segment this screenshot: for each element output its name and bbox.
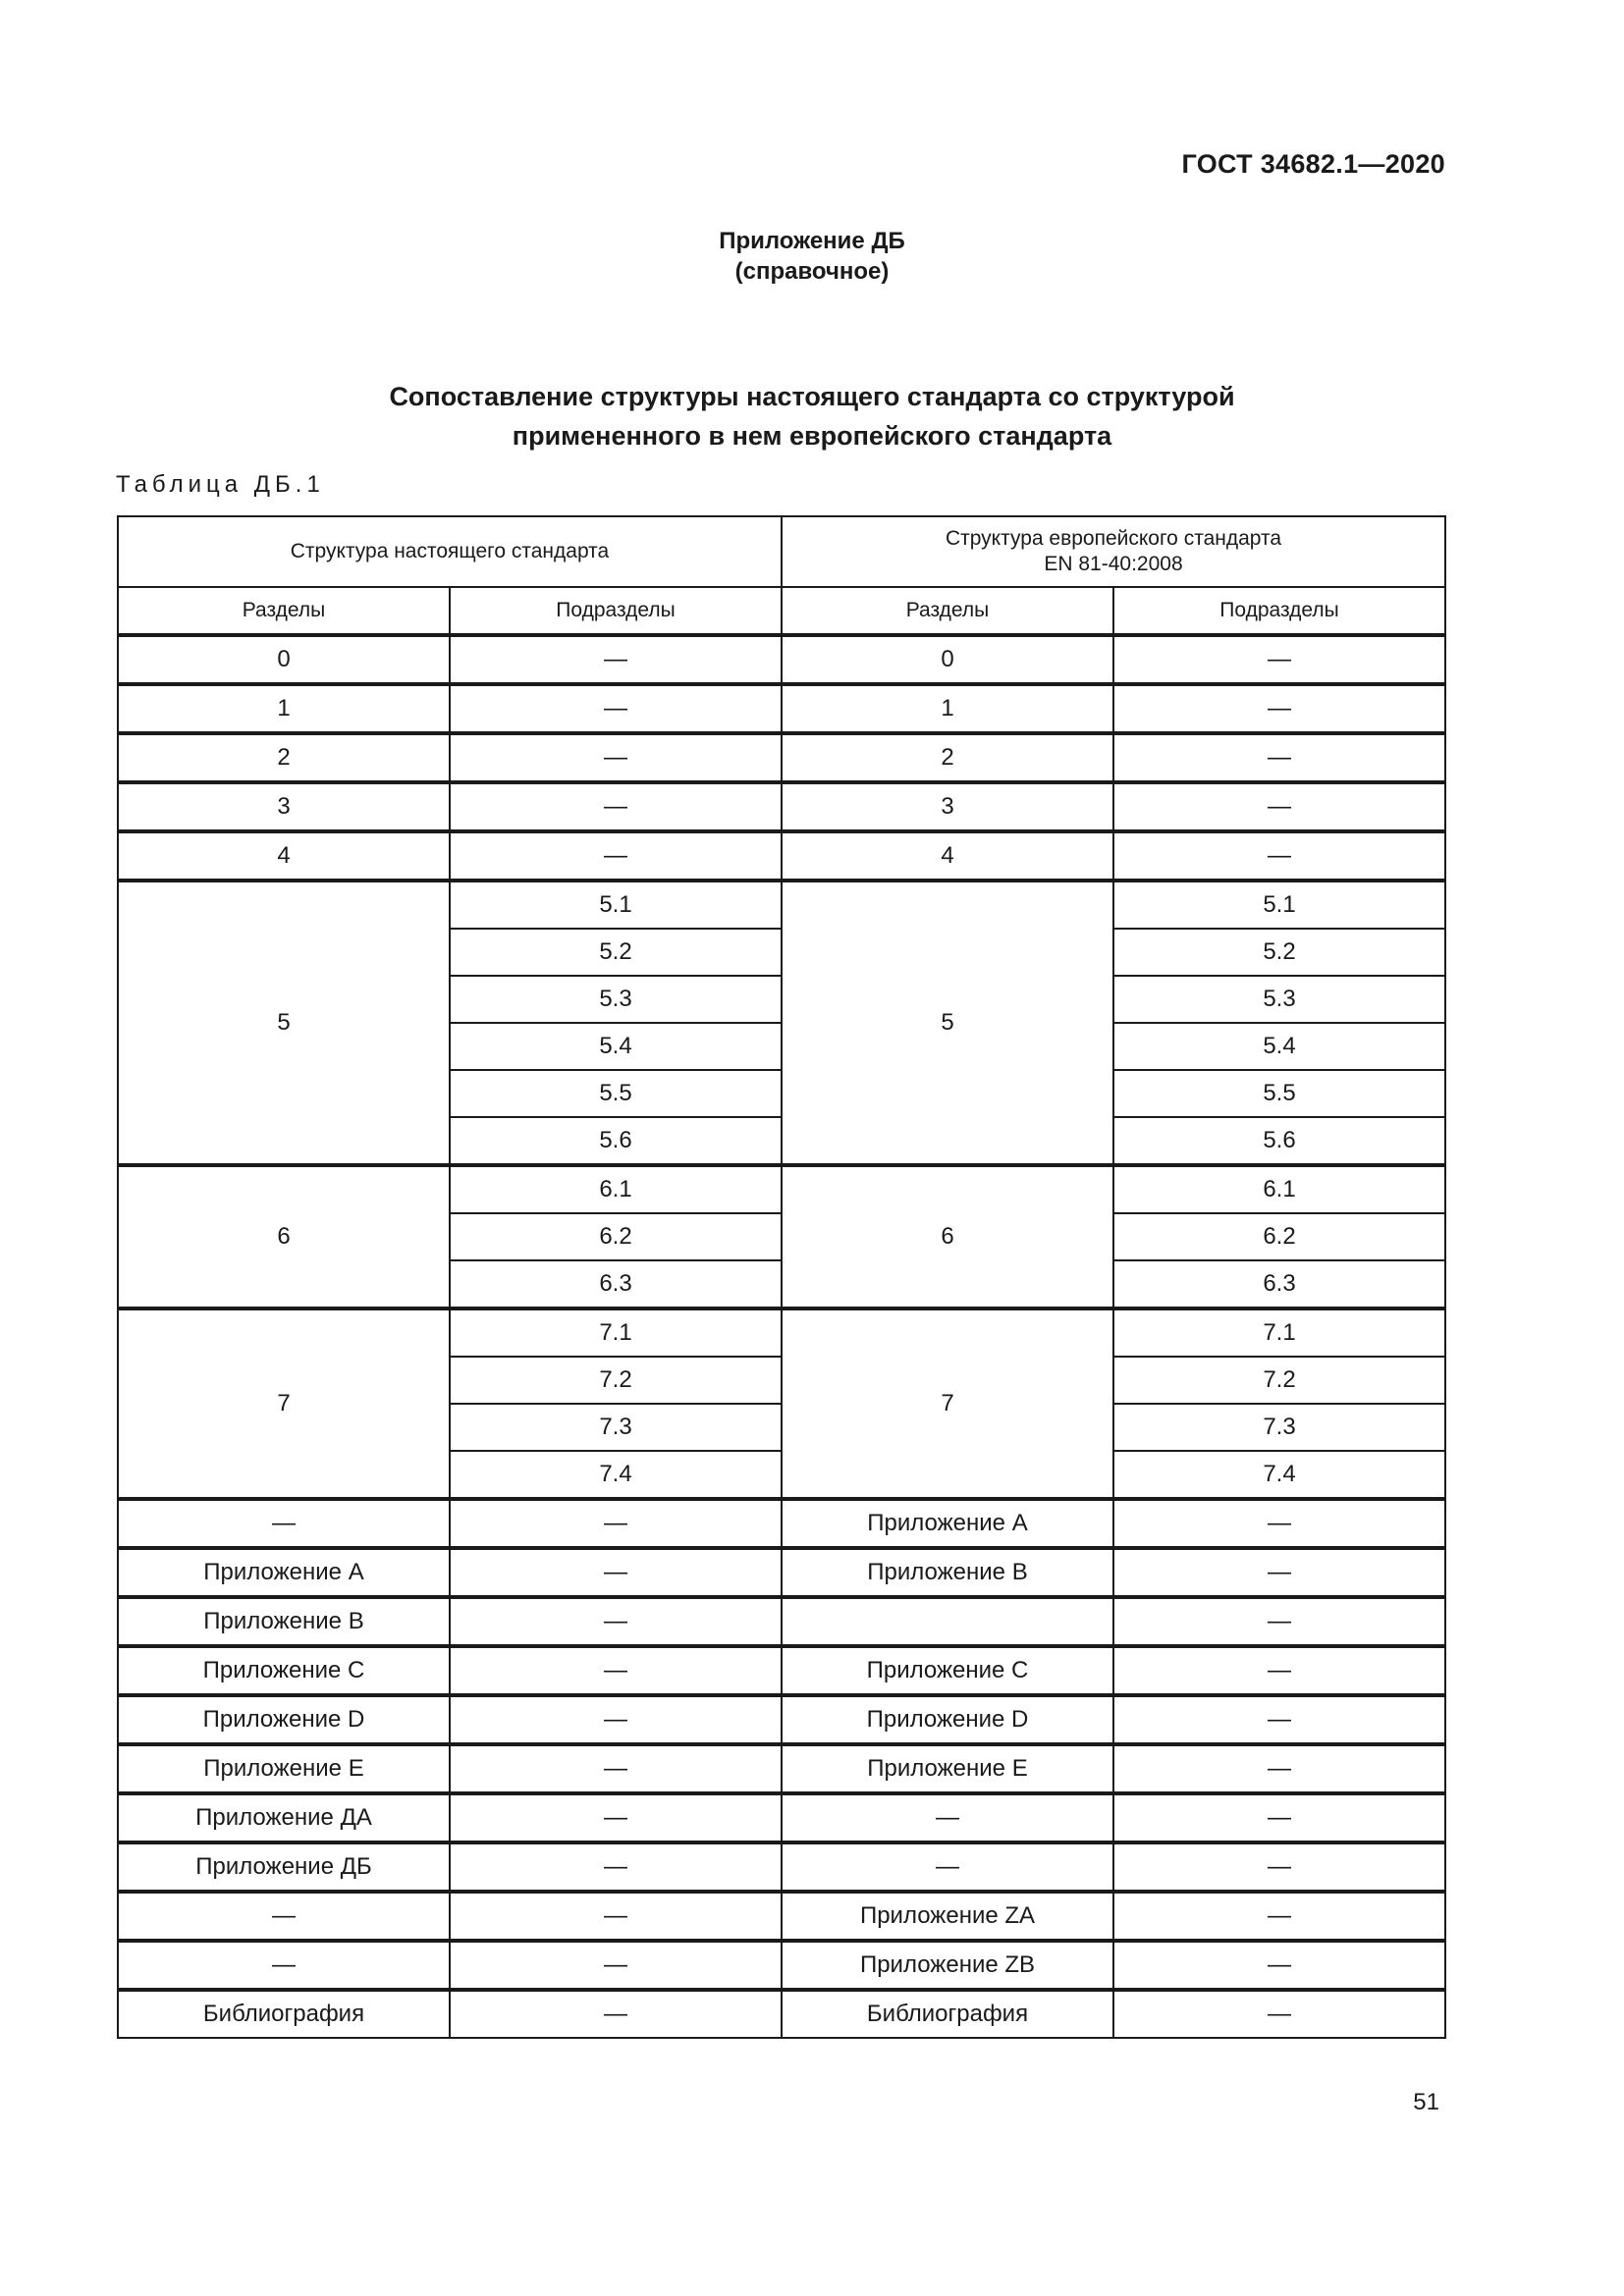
eu-subsection-cell: 7.3 [1113, 1404, 1445, 1451]
section-cell: — [118, 1941, 450, 1990]
header-european-standard [782, 516, 1445, 587]
eu-subsection-cell: — [1113, 1499, 1445, 1548]
eu-section-cell: 6 [782, 1165, 1113, 1308]
table-row [118, 1499, 1445, 1548]
section-cell: 4 [118, 831, 450, 881]
table-row [118, 1744, 1445, 1793]
title-line-2: примененного в нем европейского стандарта [512, 421, 1112, 451]
table-caption: Таблица ДБ.1 [116, 471, 325, 498]
section-cell: 5 [118, 881, 450, 1165]
eu-subsection-cell: — [1113, 1646, 1445, 1695]
eu-subsection-cell: — [1113, 1548, 1445, 1597]
annex-title: Приложение ДБ [719, 228, 905, 254]
eu-section-cell: Приложение А [782, 1499, 1113, 1548]
eu-subsection-cell: — [1113, 684, 1445, 733]
subsection-cell: 7.1 [450, 1308, 782, 1357]
eu-section-cell: Приложение D [782, 1695, 1113, 1744]
section-cell: Приложение В [118, 1597, 450, 1646]
subsection-cell: — [450, 831, 782, 881]
eu-section-cell: Приложение ZB [782, 1941, 1113, 1990]
eu-section-cell: — [782, 1842, 1113, 1892]
eu-subsection-cell: 5.1 [1113, 881, 1445, 929]
table-row [118, 1695, 1445, 1744]
section-cell: 6 [118, 1165, 450, 1308]
subsection-cell: — [450, 1990, 782, 2038]
table-row [118, 1597, 1445, 1646]
subsection-cell: — [450, 1695, 782, 1744]
subsection-cell: — [450, 1744, 782, 1793]
section-cell: — [118, 1499, 450, 1548]
subsection-cell: — [450, 1646, 782, 1695]
eu-section-cell: Приложение С [782, 1646, 1113, 1695]
section-cell: Приложение ДА [118, 1793, 450, 1842]
eu-subsection-cell: — [1113, 1597, 1445, 1646]
structure-comparison-table [117, 515, 1446, 2039]
table-row [118, 831, 1445, 881]
eu-subsection-cell: 5.3 [1113, 976, 1445, 1023]
table-row [118, 733, 1445, 782]
section-cell: Приложение ДБ [118, 1842, 450, 1892]
header-european-standard-line2: EN 81-40:2008 [1044, 553, 1183, 575]
subsection-cell: — [450, 1548, 782, 1597]
eu-subsection-cell: — [1113, 1744, 1445, 1793]
subsection-cell: 5.2 [450, 929, 782, 976]
eu-subsection-cell: — [1113, 782, 1445, 831]
title-line-1: Сопоставление структуры настоящего стандарта со структурой [389, 382, 1235, 411]
eu-subsection-cell: — [1113, 1842, 1445, 1892]
eu-subsection-cell: — [1113, 1695, 1445, 1744]
table-row [118, 1892, 1445, 1941]
eu-subsection-cell: 6.3 [1113, 1260, 1445, 1308]
subsection-cell: — [450, 1597, 782, 1646]
eu-section-cell: 1 [782, 684, 1113, 733]
table-row [118, 1165, 1445, 1213]
page-number: 51 [1413, 2089, 1439, 2115]
eu-subsection-cell: — [1113, 1941, 1445, 1990]
eu-section-cell: 5 [782, 881, 1113, 1165]
table-row [118, 1990, 1445, 2038]
subsection-cell: — [450, 782, 782, 831]
table-row [118, 1793, 1445, 1842]
eu-subsection-cell: 5.2 [1113, 929, 1445, 976]
section-cell: Приложение D [118, 1695, 450, 1744]
header-european-standard-line1: Структура европейского стандарта [945, 527, 1282, 550]
eu-section-cell: — [782, 1793, 1113, 1842]
eu-subsection-cell: 6.2 [1113, 1213, 1445, 1260]
subsection-cell: — [450, 1842, 782, 1892]
section-cell: 0 [118, 635, 450, 684]
subsection-cell: — [450, 684, 782, 733]
subsection-cell: 5.1 [450, 881, 782, 929]
table-row [118, 635, 1445, 684]
eu-subsection-cell: — [1113, 733, 1445, 782]
subsection-cell: 5.5 [450, 1070, 782, 1117]
header-eu-sections: Разделы [782, 587, 1113, 635]
table-row [118, 1548, 1445, 1597]
table-row [118, 684, 1445, 733]
subsection-cell: — [450, 1793, 782, 1842]
subsection-cell: 7.3 [450, 1404, 782, 1451]
eu-section-cell: 7 [782, 1308, 1113, 1499]
annex-heading [0, 226, 1624, 287]
document-title [0, 377, 1624, 455]
subsection-cell: — [450, 1499, 782, 1548]
eu-section-cell: 3 [782, 782, 1113, 831]
eu-section-cell: Приложение Е [782, 1744, 1113, 1793]
section-cell: Приложение А [118, 1548, 450, 1597]
eu-subsection-cell: 7.4 [1113, 1451, 1445, 1499]
section-cell: 3 [118, 782, 450, 831]
header-subsections: Подразделы [450, 587, 782, 635]
eu-subsection-cell: — [1113, 1793, 1445, 1842]
subsection-cell: — [450, 635, 782, 684]
table-row [118, 782, 1445, 831]
eu-subsection-cell: 5.6 [1113, 1117, 1445, 1165]
eu-subsection-cell: — [1113, 831, 1445, 881]
header-eu-subsections: Подразделы [1113, 587, 1445, 635]
table-row [118, 1842, 1445, 1892]
subsection-cell: 6.3 [450, 1260, 782, 1308]
subsection-cell: — [450, 1941, 782, 1990]
eu-section-cell: 2 [782, 733, 1113, 782]
eu-subsection-cell: 5.4 [1113, 1023, 1445, 1070]
section-cell: 2 [118, 733, 450, 782]
eu-subsection-cell: 5.5 [1113, 1070, 1445, 1117]
eu-section-cell: 4 [782, 831, 1113, 881]
table-row [118, 881, 1445, 929]
section-cell: 1 [118, 684, 450, 733]
eu-section-cell: Приложение ZA [782, 1892, 1113, 1941]
header-this-standard: Структура настоящего стандарта [118, 516, 782, 587]
subsection-cell: — [450, 733, 782, 782]
table-row [118, 1941, 1445, 1990]
section-cell: Библиография [118, 1990, 450, 2038]
subsection-cell: — [450, 1892, 782, 1941]
table-header-row-1 [118, 516, 1445, 587]
subsection-cell: 7.2 [450, 1357, 782, 1404]
section-cell: — [118, 1892, 450, 1941]
subsection-cell: 5.3 [450, 976, 782, 1023]
subsection-cell: 7.4 [450, 1451, 782, 1499]
table-row [118, 1646, 1445, 1695]
eu-subsection-cell: — [1113, 1990, 1445, 2038]
eu-subsection-cell: 7.1 [1113, 1308, 1445, 1357]
subsection-cell: 5.4 [450, 1023, 782, 1070]
table-header-row-2 [118, 587, 1445, 635]
subsection-cell: 5.6 [450, 1117, 782, 1165]
subsection-cell: 6.2 [450, 1213, 782, 1260]
eu-section-cell: Библиография [782, 1990, 1113, 2038]
eu-subsection-cell: 6.1 [1113, 1165, 1445, 1213]
table-row [118, 1308, 1445, 1357]
document-code: ГОСТ 34682.1—2020 [1181, 149, 1445, 179]
eu-section-cell: Приложение В [782, 1548, 1113, 1597]
section-cell: 7 [118, 1308, 450, 1499]
header-sections: Разделы [118, 587, 450, 635]
eu-section-cell [782, 1597, 1113, 1646]
annex-type: (справочное) [734, 258, 890, 285]
section-cell: Приложение Е [118, 1744, 450, 1793]
eu-subsection-cell: — [1113, 1892, 1445, 1941]
eu-section-cell: 0 [782, 635, 1113, 684]
eu-subsection-cell: — [1113, 635, 1445, 684]
section-cell: Приложение С [118, 1646, 450, 1695]
eu-subsection-cell: 7.2 [1113, 1357, 1445, 1404]
subsection-cell: 6.1 [450, 1165, 782, 1213]
